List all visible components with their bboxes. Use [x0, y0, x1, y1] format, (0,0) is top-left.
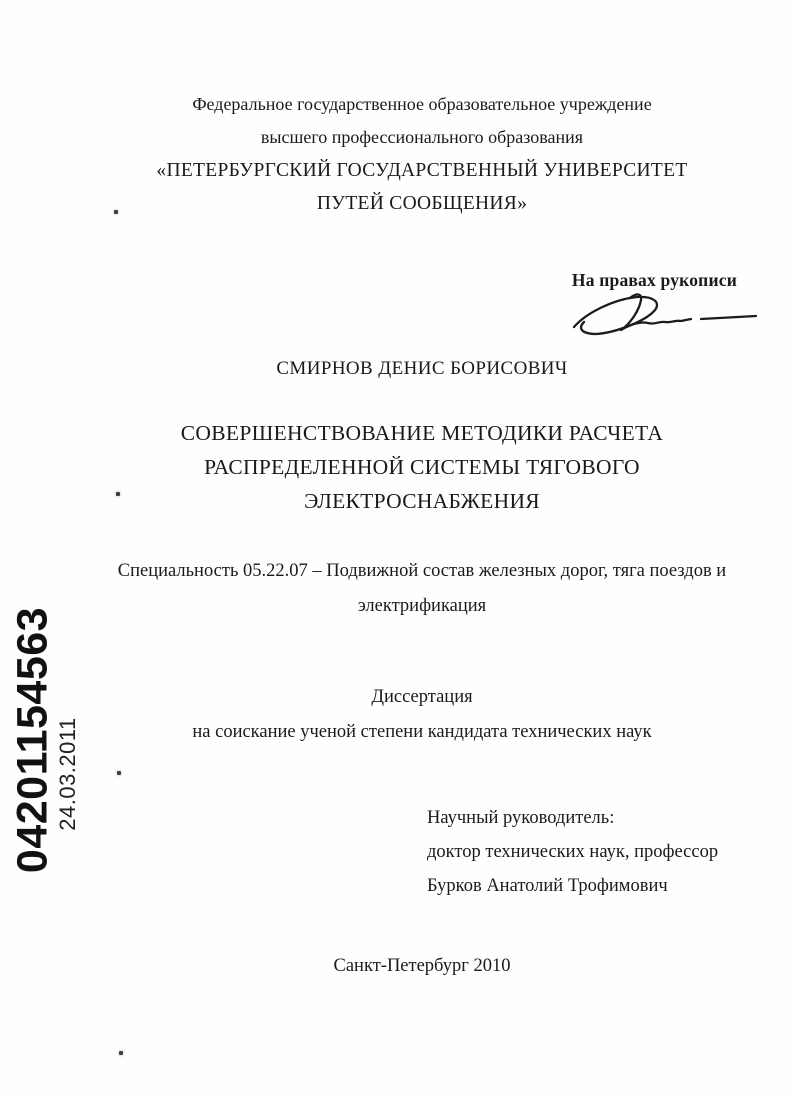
specialty-line-2: электрификация [357, 596, 487, 616]
scan-artifact-dot [117, 771, 121, 775]
scan-artifact-dot [119, 1051, 123, 1055]
institution-block [92, 88, 752, 220]
institution-line-1: Федеральное государственное образовательное учреждение [192, 94, 652, 114]
title-line-3: ЭЛЕКТРОСНАБЖЕНИЯ [304, 489, 540, 513]
scan-artifact-dot [116, 492, 120, 496]
thesis-type-line-1: Диссертация [371, 687, 473, 707]
city-year: Санкт-Петербург 2010 [333, 956, 511, 976]
supervisor-name: Бурков Анатолий Трофимович [427, 876, 668, 896]
supervisor-block [427, 801, 718, 903]
institution-line-2: высшего профессионального образования [260, 127, 584, 147]
supervisor-degree: доктор технических наук, профессор [427, 842, 719, 862]
scan-artifact-dot [114, 210, 118, 214]
dissertation-title [92, 416, 752, 518]
institution-line-4: ПУТЕЙ СООБЩЕНИЯ» [316, 193, 528, 214]
signature-handwriting [570, 292, 770, 338]
manuscript-rights-note: На правах рукописи [571, 270, 737, 290]
title-line-1: СОВЕРШЕНСТВОВАНИЕ МЕТОДИКИ РАСЧЕТА [180, 421, 664, 445]
registration-date-vertical: 24.03.2011 [55, 717, 80, 831]
author-name: СМИРНОВ ДЕНИС БОРИСОВИЧ [276, 358, 568, 379]
supervisor-label: Научный руководитель: [427, 808, 615, 828]
specialty-block [92, 554, 752, 624]
thesis-type-line-2: на соискание ученой степени кандидата технических наук [192, 722, 652, 742]
institution-line-3: «ПЕТЕРБУРГСКИЙ ГОСУДАРСТВЕННЫЙ УНИВЕРСИТЕТ [156, 160, 688, 181]
registration-number-vertical: 04201154563 [8, 606, 57, 874]
title-line-2: РАСПРЕДЕЛЕННОЙ СИСТЕМЫ ТЯГОВОГО [204, 455, 640, 479]
specialty-line-1: Специальность 05.22.07 – Подвижной состав железных дорог, тяга поездов и [117, 561, 727, 581]
thesis-type-block [92, 680, 752, 750]
